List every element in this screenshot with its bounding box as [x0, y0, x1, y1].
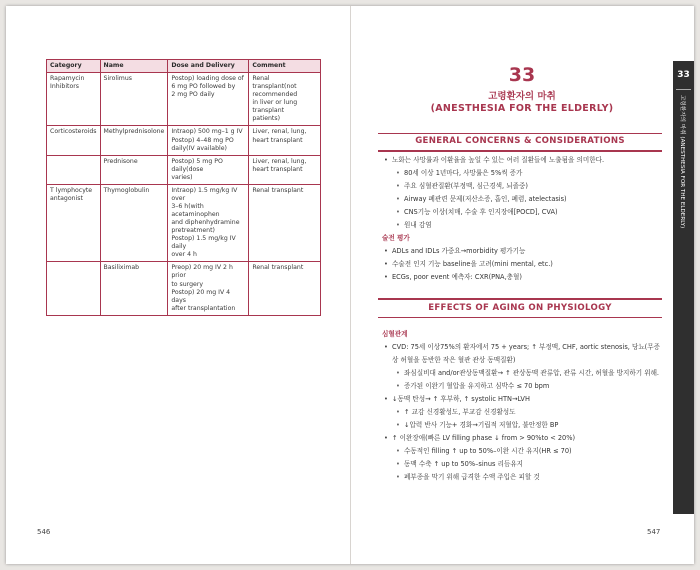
list-item: • 동맥 수축 ↑ up to 50%–sinus 리듬유지 — [382, 458, 664, 471]
section1-heading: GENERAL CONCERNS & CONSIDERATIONS — [415, 136, 625, 146]
table-cell-name: Sirolimus — [100, 73, 168, 126]
chapter-number: 33 — [508, 64, 536, 86]
table-cell-dose: Postop) loading dose of 6 mg PO followed by 2 mg PO daily — [168, 73, 249, 126]
table-cell-dose: Intraop) 500 mg–1 g IV Postop) 4–48 mg PO daily(IV available) — [168, 126, 249, 155]
table-cell-comment: Renal transplant — [249, 262, 321, 315]
table-header-row — [47, 60, 321, 73]
left-page-number: 546 — [37, 528, 51, 536]
list-item: • ECGs, poor event 예측자: CXR(PNA,충혈) — [382, 271, 664, 284]
list-item: • 증가된 이완기 혈압을 유지하고 심박수 ≤ 70 bpm — [382, 380, 664, 393]
table-cell-comment: Renal transplant — [249, 184, 321, 262]
list-item: • CVD: 75세 이상75%의 환자에서 75 + years; ↑ 부정맥, CHF, aortic stenosis, 당뇨(무증상 허혈을 동반한 작은 혈관 관상 동맥질환) — [382, 341, 664, 367]
table-row — [47, 126, 321, 155]
section1-bottom-rule — [378, 150, 662, 152]
table-row — [47, 184, 321, 262]
subheading-cardiovascular: 심혈관계 — [382, 330, 408, 338]
list-item: • 노화는 사망률과 이환율을 높일 수 있는 여러 질환들에 노출됨을 의미한다. — [382, 154, 664, 167]
table-cell-dose: Postop) 5 mg PO daily(dose varies) — [168, 155, 249, 184]
list-item: • ADLs and IDLs 가중요→morbidity 평가기능 — [382, 245, 664, 258]
table-header-comment: Comment — [249, 60, 321, 73]
table-cell-name: Prednisone — [100, 155, 168, 184]
list-item: • CNS기능 이상(치매, 수술 후 인지장애[POCD], CVA) — [382, 206, 664, 219]
table-cell-dose: Intraop) 1.5 mg/kg IV over 3–6 h(with acetaminophen and diphenhydramine pretreatment) Postop) 1.5 mg/kg IV daily over 4 h — [168, 184, 249, 262]
page-gutter — [350, 6, 351, 564]
list-item: • 수동적인 filling ↑ up to 50%–이완 시간 유지(HR ≤ 70) — [382, 445, 664, 458]
table-cell-category: Corticosteroids — [47, 126, 101, 155]
side-tab-number: 33 — [677, 70, 690, 80]
list-item: • 수술전 인지 기능 baseline을 고려(mini mental, etc.) — [382, 258, 664, 271]
table-cell-category: T lymphocyte antagonist — [47, 184, 101, 262]
section1-body — [382, 154, 664, 284]
subheading-preop-eval: 술전 평가 — [382, 234, 410, 242]
list-item: • 좌심실비대 and/or관상동맥질환→ ↑ 관상동맥 관류압, 관류 시간, 허혈을 방지하기 위해. — [382, 367, 664, 380]
table-cell-dose: Preop) 20 mg IV 2 h prior to surgery Postop) 20 mg IV 4 days after transplantation — [168, 262, 249, 315]
right-page-number: 547 — [647, 528, 661, 536]
table-cell-category — [47, 262, 101, 315]
section1-top-rule — [378, 133, 662, 134]
list-item: • Airway 폐관련 문제(저산소증, 흡인, 폐렴, atelectasis) — [382, 193, 664, 206]
list-item: • 80세 이상 1년마다, 사망률은 5%씩 증가 — [382, 167, 664, 180]
table-row — [47, 155, 321, 184]
table-header-name: Name — [100, 60, 168, 73]
section2-bottom-rule — [378, 317, 662, 318]
list-item: • ↓동맥 탄성→ ↑ 후부하, ↑ systolic HTN→LVH — [382, 393, 664, 406]
table-row — [47, 262, 321, 315]
table-header-dose: Dose and Delivery — [168, 60, 249, 73]
table-row — [47, 73, 321, 126]
table-cell-comment: Liver, renal, lung, heart transplant — [249, 155, 321, 184]
list-item: • 원내 감염 — [382, 219, 664, 232]
table-cell-name: Methylprednisolone — [100, 126, 168, 155]
table-cell-comment: Liver, renal, lung, heart transplant — [249, 126, 321, 155]
table-cell-name: Basiliximab — [100, 262, 168, 315]
table-header-category: Category — [47, 60, 101, 73]
chapter-title-korean: 고령환자의 마취 — [488, 91, 556, 102]
table-cell-category: Rapamycin Inhibitors — [47, 73, 101, 126]
section2-heading: EFFECTS OF AGING ON PHYSIOLOGY — [428, 303, 612, 313]
side-tab-title: 고령환자의 마취 (ANESTHESIA FOR THE ELDERLY) — [679, 95, 685, 229]
table-cell-category — [47, 155, 101, 184]
list-item: • ↑ 교감 신경활성도, 부교감 신경활성도 — [382, 406, 664, 419]
section2-body — [382, 328, 664, 484]
book-spread — [6, 6, 694, 564]
immunosuppressant-table — [46, 59, 321, 316]
section2-top-rule — [378, 298, 662, 300]
list-item: • ↑ 이완장애(빠른 LV filling phase ↓ from > 90%to < 20%) — [382, 432, 664, 445]
side-tab-divider — [676, 89, 691, 90]
table-cell-name: Thymoglobulin — [100, 184, 168, 262]
list-item: • 주요 심혈관질환(부정맥, 심근경색, 뇌졸중) — [382, 180, 664, 193]
list-item: • ↓압력 반사 기능+ 경화→기립적 저혈압, 불안정한 BP — [382, 419, 664, 432]
chapter-title-english: (ANESTHESIA FOR THE ELDERLY) — [430, 103, 614, 114]
table-cell-comment: Renal transplant(not recommended in liver or lung transplant patients) — [249, 73, 321, 126]
chapter-side-tab — [673, 61, 694, 514]
list-item: • 폐부종을 막기 위해 급격한 수액 주입은 피할 것 — [382, 471, 664, 484]
